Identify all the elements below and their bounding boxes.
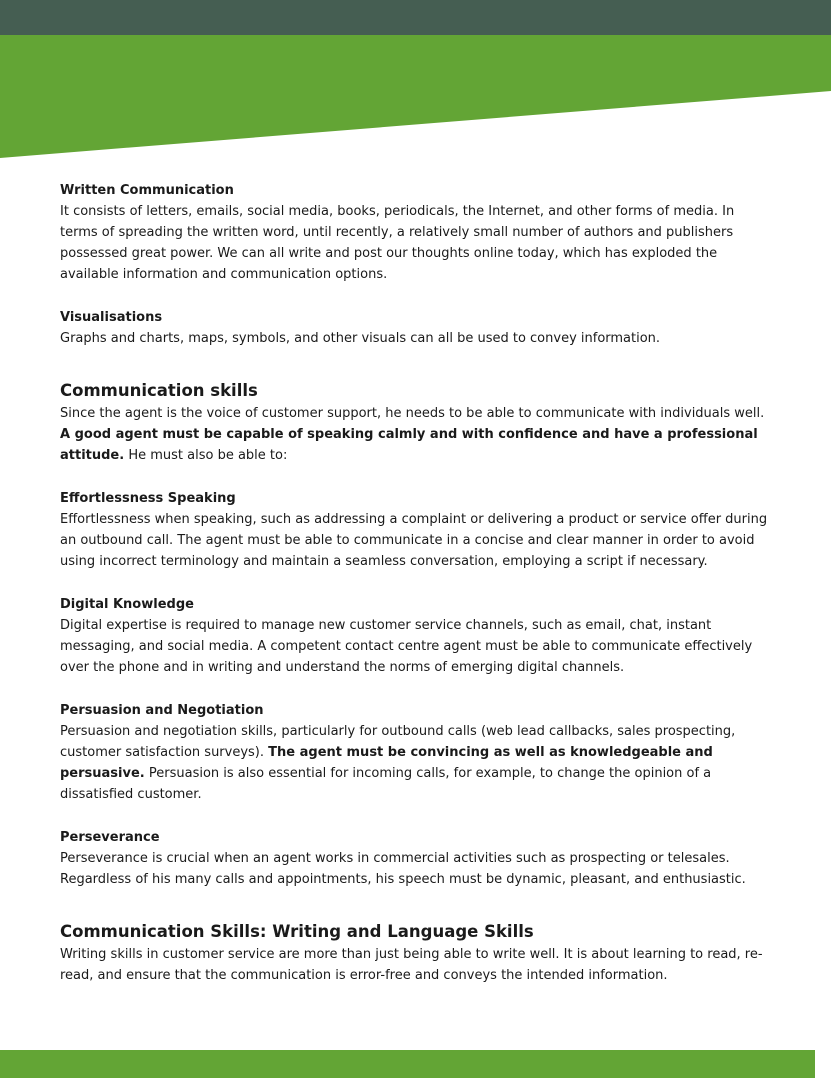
writing-skills-section	[60, 920, 775, 986]
persuasion-text-end: Persuasion is also essential for incoming calls, for example, to change the opinion of a dissatisfied customer.	[60, 766, 712, 802]
communication-skills-section	[60, 379, 775, 466]
perseverance-title: Perseverance	[60, 830, 160, 845]
digital-knowledge-text: Digital expertise is required to manage new customer service channels, such as email, chat, instant messaging, and social media. A competent contact centre agent must be able to communicate effectively over the phone and in writing and understand the norms of emerging digital channels.	[60, 618, 753, 675]
written-communication-title: Written Communication	[60, 183, 234, 198]
written-communication-section	[60, 180, 775, 285]
intro-text-bold: A good agent must be capable of speaking calmly and with confidence and have a professional attitude.	[60, 427, 758, 463]
persuasion-text-start: Persuasion and negotiation skills, particularly for outbound calls (web lead callbacks, sales prospecting, customer satisfaction surveys).	[60, 724, 736, 760]
perseverance-section	[60, 827, 775, 890]
visualisations-text: Graphs and charts, maps, symbols, and other visuals can all be used to convey information.	[60, 331, 661, 346]
perseverance-text: Perseverance is crucial when an agent works in commercial activities such as prospecting or telesales. Regardless of his many calls and appointments, his speech must be dynamic, pleasant, and enthusiastic.	[60, 851, 746, 887]
intro-text-end: He must also be able to:	[124, 448, 288, 463]
header-green-wedge	[0, 35, 831, 158]
digital-knowledge-section	[60, 594, 775, 678]
effortlessness-speaking-section	[60, 488, 775, 572]
document-body	[60, 180, 775, 1008]
communication-skills-intro	[60, 403, 775, 466]
persuasion-section	[60, 700, 775, 805]
writing-skills-heading: Communication Skills: Writing and Language Skills	[60, 922, 534, 941]
footer-green-bar	[0, 1050, 815, 1078]
intro-text-start: Since the agent is the voice of customer support, he needs to be able to communicate with individuals well.	[60, 406, 765, 421]
communication-skills-heading: Communication skills	[60, 381, 258, 400]
visualisations-title: Visualisations	[60, 310, 163, 325]
persuasion-title: Persuasion and Negotiation	[60, 703, 264, 718]
visualisations-section	[60, 307, 775, 349]
persuasion-text	[60, 721, 775, 805]
writing-skills-text: Writing skills in customer service are more than just being able to write well. It is about learning to read, re-read, and ensure that the communication is error-free and conveys the intended information.	[60, 947, 763, 983]
effortlessness-speaking-title: Effortlessness Speaking	[60, 491, 236, 506]
header-dark-bar	[0, 0, 831, 36]
digital-knowledge-title: Digital Knowledge	[60, 597, 194, 612]
effortlessness-speaking-text: Effortlessness when speaking, such as addressing a complaint or delivering a product or service offer during an outbound call. The agent must be able to communicate in a concise and clear manner in order to avoid using incorrect terminology and maintain a seamless conversation, employing a script if necessary.	[60, 512, 768, 569]
written-communication-text: It consists of letters, emails, social media, books, periodicals, the Internet, and other forms of media. In terms of spreading the written word, until recently, a relatively small number of authors and publishers possessed great power. We can all write and post our thoughts online today, which has exploded the available information and communication options.	[60, 204, 735, 282]
header-banner	[0, 0, 831, 160]
persuasion-text-bold: The agent must be convincing as well as knowledgeable and persuasive.	[60, 745, 713, 781]
